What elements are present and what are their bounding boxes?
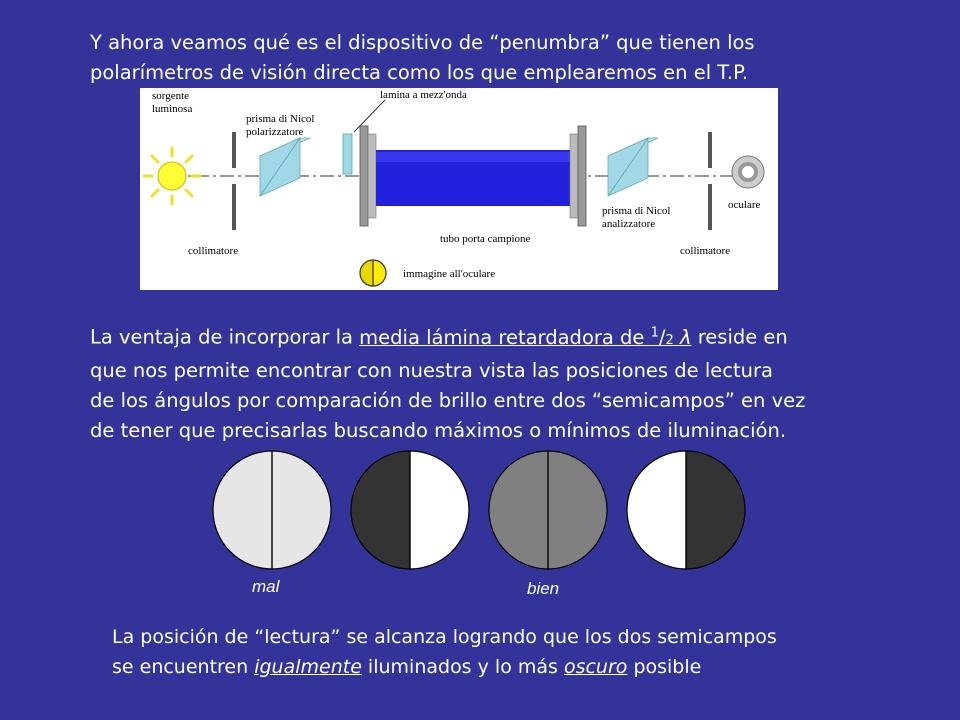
conclusion-pre: se encuentren xyxy=(112,656,255,678)
fraction-numerator: 1 xyxy=(650,325,659,340)
nicol-polarizer-prism xyxy=(260,138,310,196)
emphasis-darkest: oscuro xyxy=(563,656,628,678)
semifield-left-half xyxy=(351,451,410,569)
half-wave-plate xyxy=(343,134,352,174)
advantage-line-1 xyxy=(90,318,920,356)
conclusion-paragraph xyxy=(112,622,932,682)
collimator-right xyxy=(708,132,712,230)
semifield-right-half xyxy=(548,451,607,569)
label-nicol-analyzer-2: analizzatore xyxy=(602,218,656,230)
intro-line-2: polarímetros de visión directa como los que emplearemos en el T.P. xyxy=(90,61,749,84)
nicol-analyzer-prism xyxy=(608,138,658,196)
intro-line-1: Y ahora veamos qué es el dispositivo de “penumbra” que tienen los xyxy=(90,31,755,54)
semifield-right-half xyxy=(410,451,469,569)
collimator-left xyxy=(232,132,236,230)
semifield-circle-dark-light xyxy=(351,451,469,569)
sample-tube xyxy=(360,126,586,226)
polarimeter-diagram xyxy=(140,88,778,290)
label-eyepiece-image: immagine all'oculare xyxy=(403,268,496,280)
semifield-circle-equal-light xyxy=(213,451,331,569)
advantage-paragraph xyxy=(90,318,920,446)
advantage-post: reside en xyxy=(691,325,788,349)
semifield-comparison xyxy=(200,448,760,608)
semifield-left-half xyxy=(489,451,548,569)
label-nicol-polarizer-2: polarizzatore xyxy=(246,126,304,138)
label-source-1: sorgente xyxy=(152,90,190,102)
half-wave-plate-term-text: media lámina retardadora de xyxy=(359,325,651,349)
label-bad: mal xyxy=(252,577,280,596)
lambda-symbol: λ xyxy=(679,325,692,349)
label-nicol-analyzer-1: prisma di Nicol xyxy=(602,205,671,217)
half-wave-plate-pointer xyxy=(354,100,385,132)
label-sample-tube: tubo porta campione xyxy=(440,233,531,245)
advantage-line-2: que nos permite encontrar con nuestra vista las posiciones de lectura xyxy=(90,358,773,382)
light-source-icon xyxy=(144,148,200,204)
advantage-line-4: de tener que precisarlas buscando máximos o mínimos de iluminación. xyxy=(90,418,787,442)
semifield-left-half xyxy=(213,451,272,569)
semifield-circle-light-dark xyxy=(627,451,745,569)
advantage-line-3: de los ángulos por comparación de brillo entre dos “semicampos” en vez xyxy=(90,388,806,412)
emphasis-equally: igualmente xyxy=(254,656,362,678)
eyepiece-icon xyxy=(732,156,764,188)
intro-paragraph xyxy=(90,28,890,88)
eyepiece-image-icon xyxy=(360,260,386,286)
conclusion-mid: iluminados y lo más xyxy=(361,656,564,678)
label-collimator-left: collimatore xyxy=(188,245,239,257)
conclusion-line-2 xyxy=(112,652,932,682)
half-wave-plate-term: media lámina retardadora de $^1$/2 λ xyxy=(359,325,692,349)
label-collimator-right: collimatore xyxy=(680,245,731,257)
label-eyepiece: oculare xyxy=(728,199,761,211)
semifield-right-half xyxy=(686,451,745,569)
label-good: bien xyxy=(527,579,560,598)
advantage-pre: La ventaja de incorporar la xyxy=(90,325,360,349)
semifield-circle-equal-gray xyxy=(489,451,607,569)
semifield-right-half xyxy=(272,451,331,569)
fraction-denominator: 2 xyxy=(665,332,674,348)
conclusion-post: posible xyxy=(627,656,702,678)
label-half-wave-plate: lamina a mezz'onda xyxy=(380,89,467,101)
label-nicol-polarizer-1: prisma di Nicol xyxy=(246,113,315,125)
semifield-left-half xyxy=(627,451,686,569)
label-source-2: luminosa xyxy=(152,103,193,115)
conclusion-line-1: La posición de “lectura” se alcanza logrando que los dos semicampos xyxy=(112,626,777,648)
